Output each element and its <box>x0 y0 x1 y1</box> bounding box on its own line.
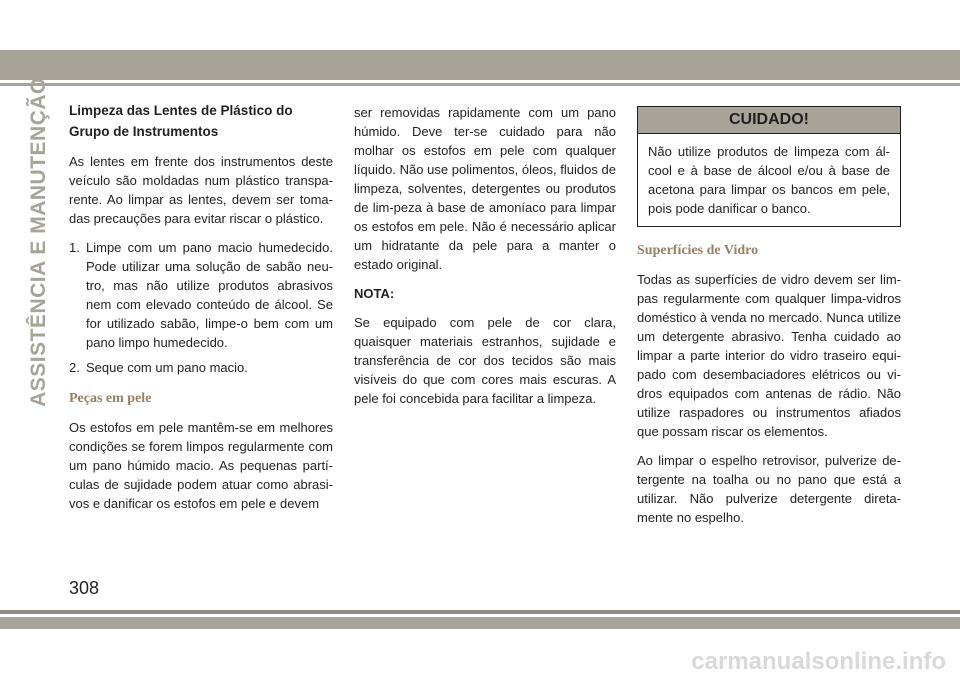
list-item <box>69 358 333 377</box>
leather-paragraph: Os estofos em pele mantêm-se em melhores condições se forem limpos regularmente com um pano húmido macio. As pequenas partí-culas de sujidade podem atuar como abrasi-vos e danificar os estofos em pele e devem <box>69 420 333 511</box>
instrument-lens-heading: Limpeza das Lentes de Plástico do Grupo de Instrumentos <box>69 103 293 139</box>
mirror-paragraph: Ao limpar o espelho retrovisor, pulverize de-tergente na toalha ou no pano que está a utilizar. Não pulverize detergente direta-mente no espelho. <box>637 453 901 525</box>
bottom-band-rule <box>0 610 960 614</box>
cleaning-steps <box>69 238 333 377</box>
column-left <box>69 100 333 523</box>
note-label: NOTA: <box>354 286 395 301</box>
step-text: Limpe com um pano macio humedecido. Pode utilizar uma solução de sabão neu-tro, mas não utilize produtos abrasivos nem com elevado conteúdo de álcool. Se for utilizado sabão, limpe-o bem com um pano limpo humedecido. <box>86 240 333 350</box>
bottom-band <box>0 617 960 629</box>
note-paragraph: Se equipado com pele de cor clara, quaisquer materiais estranhos, sujidade e transferência de cor dos tecidos são mais visíveis do que com cores mais escuras. A pele foi concebida para facilitar a limpeza. <box>354 315 616 406</box>
leather-heading: Peças em pele <box>69 391 152 406</box>
step-number: 1. <box>69 240 80 255</box>
caution-text: Não utilize produtos de limpeza com ál-cool e à base de álcool e/ou à base de acetona para limpar os bancos em pele, pois pode danificar o banco. <box>648 144 890 216</box>
caution-box <box>637 106 901 227</box>
top-band-rule <box>0 83 960 86</box>
column-right <box>637 106 901 537</box>
section-title: ASSISTÊNCIA E MANUTENÇÃO <box>27 77 50 407</box>
column-middle <box>354 103 616 418</box>
section-side-tab <box>26 77 52 407</box>
step-number: 2. <box>69 360 80 375</box>
glass-paragraph: Todas as superfícies de vidro devem ser lim-pas regularmente com qualquer limpa-vidros doméstico à venda no mercado. Nunca utilize um detergente abrasivo. Tenha cuidado ao limpar a parte interior do vidro traseiro equi-pado com desembaciadores elétricos ou vi-dros equipados com antenas de rádio. Não utilize raspadores ou instrumentos afiados que possam riscar os elementos. <box>637 272 901 439</box>
glass-heading: Superfícies de Vidro <box>637 243 759 258</box>
step-text: Seque com um pano macio. <box>86 360 248 375</box>
list-item <box>69 238 333 352</box>
watermark: carmanualsonline.info <box>691 648 946 675</box>
caution-title: CUIDADO! <box>638 107 900 134</box>
top-band <box>0 50 960 80</box>
leather-continued-paragraph: ser removidas rapidamente com um pano húmido. Deve ter-se cuidado para não molhar os estofos em pele com qualquer líquido. Não use polimentos, óleos, fluidos de limpeza, solventes, detergentes ou produtos de lim-peza à base de amoníaco para limpar os estofos em pele. Não é necessário aplicar um hidratante da pele para a manter o estado original. <box>354 105 616 272</box>
page-number: 308 <box>69 578 100 598</box>
instrument-lens-intro: As lentes em frente dos instrumentos deste veículo são moldadas num plástico transpa-rente. Ao limpar as lentes, devem ser toma-das precauções para evitar riscar o plástico. <box>69 154 333 226</box>
